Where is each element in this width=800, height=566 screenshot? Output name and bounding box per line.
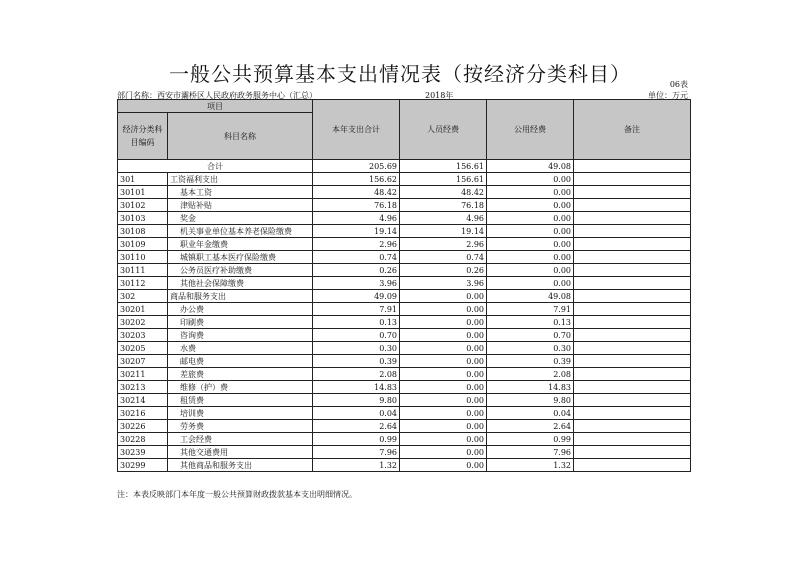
row-remark <box>574 355 691 368</box>
row-total: 0.99 <box>313 433 400 446</box>
row-name: 劳务费 <box>168 420 313 433</box>
header-name: 科目名称 <box>168 113 313 160</box>
row-public: 9.80 <box>487 394 574 407</box>
row-total: 0.70 <box>313 329 400 342</box>
row-code: 302 <box>118 290 168 303</box>
row-personnel: 0.00 <box>400 459 487 472</box>
row-personnel: 0.00 <box>400 407 487 420</box>
row-remark <box>574 329 691 342</box>
row-total: 0.39 <box>313 355 400 368</box>
row-public: 0.00 <box>487 212 574 225</box>
row-name: 差旅费 <box>168 368 313 381</box>
row-total: 19.14 <box>313 225 400 238</box>
row-remark <box>574 342 691 355</box>
row-code: 30201 <box>118 303 168 316</box>
row-personnel: 76.18 <box>400 199 487 212</box>
expenditure-table <box>117 99 691 472</box>
row-code: 30101 <box>118 186 168 199</box>
row-name: 工资福利支出 <box>168 173 313 186</box>
row-code: 30203 <box>118 329 168 342</box>
row-code: 30110 <box>118 251 168 264</box>
table-row <box>118 381 691 394</box>
total-row <box>118 160 691 173</box>
department-name: 部门名称：西安市灞桥区人民政府政务服务中心（汇总） <box>117 91 317 100</box>
row-code: 30202 <box>118 316 168 329</box>
row-name: 租赁费 <box>168 394 313 407</box>
row-personnel: 0.26 <box>400 264 487 277</box>
row-total: 0.26 <box>313 264 400 277</box>
row-total: 7.96 <box>313 446 400 459</box>
row-name: 其他社会保障缴费 <box>168 277 313 290</box>
row-total: 2.96 <box>313 238 400 251</box>
row-personnel: 3.96 <box>400 277 487 290</box>
row-total: 14.83 <box>313 381 400 394</box>
row-code: 30103 <box>118 212 168 225</box>
row-public: 0.00 <box>487 238 574 251</box>
row-total: 9.80 <box>313 394 400 407</box>
row-public: 7.96 <box>487 446 574 459</box>
row-remark <box>574 368 691 381</box>
row-name: 商品和服务支出 <box>168 290 313 303</box>
row-public: 0.00 <box>487 251 574 264</box>
row-total: 0.30 <box>313 342 400 355</box>
table-row <box>118 238 691 251</box>
row-personnel: 2.96 <box>400 238 487 251</box>
table-row <box>118 199 691 212</box>
table-row <box>118 212 691 225</box>
row-total: 0.13 <box>313 316 400 329</box>
row-remark <box>574 173 691 186</box>
header-total: 本年支出合计 <box>313 100 400 160</box>
row-public: 49.08 <box>487 290 574 303</box>
row-name: 培训费 <box>168 407 313 420</box>
table-row <box>118 446 691 459</box>
row-name: 咨询费 <box>168 329 313 342</box>
page-title: 一般公共预算基本支出情况表（按经济分类科目） <box>169 62 631 86</box>
row-total: 156.62 <box>313 173 400 186</box>
table-row <box>118 264 691 277</box>
row-public: 1.32 <box>487 459 574 472</box>
row-remark <box>574 459 691 472</box>
row-code: 30214 <box>118 394 168 407</box>
row-public: 0.70 <box>487 329 574 342</box>
row-personnel: 0.00 <box>400 316 487 329</box>
row-code: 30102 <box>118 199 168 212</box>
row-remark <box>574 303 691 316</box>
row-name: 机关事业单位基本养老保险缴费 <box>168 225 313 238</box>
row-total: 0.74 <box>313 251 400 264</box>
row-public: 0.13 <box>487 316 574 329</box>
table-row <box>118 355 691 368</box>
row-remark <box>574 186 691 199</box>
row-code: 30216 <box>118 407 168 420</box>
table-row <box>118 420 691 433</box>
row-total: 1.32 <box>313 459 400 472</box>
table-row <box>118 290 691 303</box>
row-name: 基本工资 <box>168 186 313 199</box>
row-total: 2.08 <box>313 368 400 381</box>
row-remark <box>574 199 691 212</box>
row-public: 0.04 <box>487 407 574 420</box>
table-code: 06表 <box>669 80 688 89</box>
row-personnel: 19.14 <box>400 225 487 238</box>
total-label: 合计 <box>118 160 313 173</box>
row-code: 30111 <box>118 264 168 277</box>
table-row <box>118 186 691 199</box>
row-name: 其他商品和服务支出 <box>168 459 313 472</box>
row-name: 印刷费 <box>168 316 313 329</box>
table-row <box>118 407 691 420</box>
table-row <box>118 251 691 264</box>
row-remark <box>574 212 691 225</box>
row-public: 0.00 <box>487 186 574 199</box>
row-remark <box>574 238 691 251</box>
row-remark <box>574 225 691 238</box>
row-personnel: 0.00 <box>400 446 487 459</box>
row-remark <box>574 264 691 277</box>
total-personnel: 156.61 <box>400 160 487 173</box>
row-personnel: 0.00 <box>400 394 487 407</box>
row-name: 水费 <box>168 342 313 355</box>
row-name: 邮电费 <box>168 355 313 368</box>
row-code: 30211 <box>118 368 168 381</box>
row-public: 0.99 <box>487 433 574 446</box>
row-public: 0.00 <box>487 277 574 290</box>
table-row <box>118 277 691 290</box>
total-amount: 205.69 <box>313 160 400 173</box>
table-row <box>118 459 691 472</box>
row-code: 30112 <box>118 277 168 290</box>
row-personnel: 0.00 <box>400 420 487 433</box>
header-code: 经济分类科目编码 <box>118 113 168 160</box>
row-remark <box>574 446 691 459</box>
total-public: 49.08 <box>487 160 574 173</box>
row-remark <box>574 251 691 264</box>
row-public: 0.00 <box>487 264 574 277</box>
row-remark <box>574 381 691 394</box>
row-code: 30299 <box>118 459 168 472</box>
row-personnel: 0.00 <box>400 290 487 303</box>
row-personnel: 4.96 <box>400 212 487 225</box>
row-name: 职业年金缴费 <box>168 238 313 251</box>
row-public: 0.00 <box>487 199 574 212</box>
row-public: 14.83 <box>487 381 574 394</box>
row-public: 0.00 <box>487 225 574 238</box>
row-name: 奖金 <box>168 212 313 225</box>
row-code: 30109 <box>118 238 168 251</box>
row-code: 30213 <box>118 381 168 394</box>
row-code: 30239 <box>118 446 168 459</box>
row-name: 其他交通费用 <box>168 446 313 459</box>
row-total: 2.64 <box>313 420 400 433</box>
row-total: 48.42 <box>313 186 400 199</box>
row-personnel: 0.00 <box>400 303 487 316</box>
row-total: 7.91 <box>313 303 400 316</box>
row-public: 0.00 <box>487 173 574 186</box>
row-public: 0.30 <box>487 342 574 355</box>
header-item: 项目 <box>118 100 313 113</box>
total-remark <box>574 160 691 173</box>
table-row <box>118 342 691 355</box>
row-code: 30207 <box>118 355 168 368</box>
row-public: 7.91 <box>487 303 574 316</box>
table-row <box>118 225 691 238</box>
row-public: 0.39 <box>487 355 574 368</box>
row-personnel: 48.42 <box>400 186 487 199</box>
row-total: 0.04 <box>313 407 400 420</box>
row-public: 2.08 <box>487 368 574 381</box>
row-personnel: 0.00 <box>400 433 487 446</box>
row-total: 4.96 <box>313 212 400 225</box>
row-total: 76.18 <box>313 199 400 212</box>
row-code: 30228 <box>118 433 168 446</box>
header-personnel: 人员经费 <box>400 100 487 160</box>
row-personnel: 0.00 <box>400 329 487 342</box>
row-personnel: 0.00 <box>400 381 487 394</box>
row-total: 3.96 <box>313 277 400 290</box>
table-row <box>118 368 691 381</box>
table-row <box>118 303 691 316</box>
row-personnel: 156.61 <box>400 173 487 186</box>
table-row <box>118 316 691 329</box>
row-remark <box>574 277 691 290</box>
table-row <box>118 394 691 407</box>
row-personnel: 0.00 <box>400 355 487 368</box>
header-public: 公用经费 <box>487 100 574 160</box>
row-remark <box>574 420 691 433</box>
footnote: 注：本表反映部门本年度一般公共预算财政拨款基本支出明细情况。 <box>117 490 357 499</box>
row-public: 2.64 <box>487 420 574 433</box>
row-remark <box>574 433 691 446</box>
row-remark <box>574 394 691 407</box>
row-personnel: 0.74 <box>400 251 487 264</box>
row-code: 301 <box>118 173 168 186</box>
table-row <box>118 433 691 446</box>
row-code: 30205 <box>118 342 168 355</box>
header-remark: 备注 <box>574 100 691 160</box>
unit-label: 单位：万元 <box>648 91 688 100</box>
row-name: 公务员医疗补助缴费 <box>168 264 313 277</box>
row-total: 49.09 <box>313 290 400 303</box>
row-name: 津贴补贴 <box>168 199 313 212</box>
row-personnel: 0.00 <box>400 342 487 355</box>
row-name: 办公费 <box>168 303 313 316</box>
row-name: 城镇职工基本医疗保险缴费 <box>168 251 313 264</box>
table-row <box>118 173 691 186</box>
row-code: 30108 <box>118 225 168 238</box>
row-name: 维修（护）费 <box>168 381 313 394</box>
row-name: 工会经费 <box>168 433 313 446</box>
year-label: 2018年 <box>425 91 454 100</box>
row-remark <box>574 407 691 420</box>
table-row <box>118 329 691 342</box>
row-remark <box>574 290 691 303</box>
row-remark <box>574 316 691 329</box>
row-code: 30226 <box>118 420 168 433</box>
row-personnel: 0.00 <box>400 368 487 381</box>
